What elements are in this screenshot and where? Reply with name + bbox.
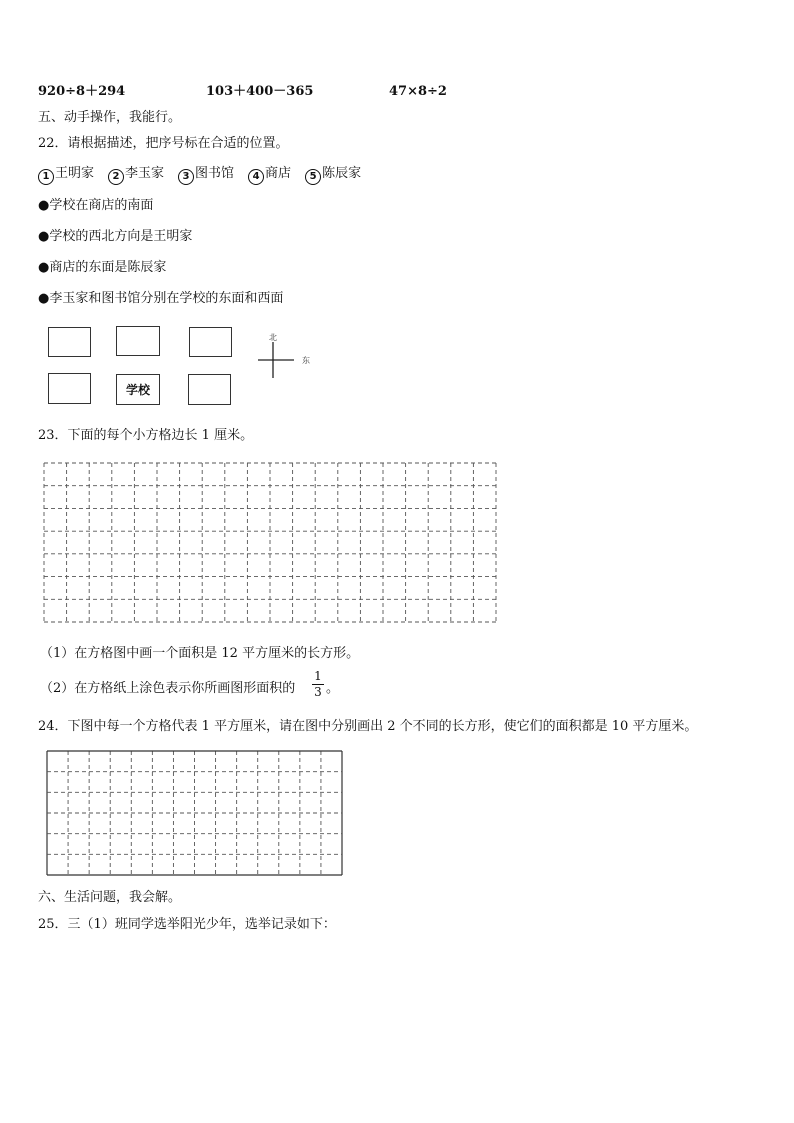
clue-4: ●李玉家和图书馆分别在学校的东面和西面 — [38, 291, 284, 306]
section-heading-6: 六、生活问题，我会解。 — [38, 890, 182, 905]
circled-number-5: 5 — [305, 169, 321, 185]
place-label-5: 陈辰家 — [322, 166, 362, 181]
circled-number-3: 3 — [178, 169, 194, 185]
question-23-part-2-text: （2）在方格纸上涂色表示你所画图形面积的 — [40, 681, 296, 696]
fraction-one-third — [312, 670, 324, 699]
circled-number-1: 1 — [38, 169, 54, 185]
compass-east-label: 东 — [302, 356, 310, 365]
question-23-part-2-end: 。 — [326, 681, 340, 696]
question-23-part-2 — [40, 681, 295, 697]
place-label-2: 李玉家 — [125, 166, 165, 181]
place-item-1 — [38, 166, 94, 181]
map-box-top-center[interactable] — [116, 326, 160, 356]
place-item-2 — [108, 166, 164, 181]
clue-2: ●学校的西北方向是王明家 — [38, 229, 193, 244]
fraction-numerator: 1 — [314, 669, 322, 683]
place-item-3 — [178, 166, 234, 181]
circled-number-2: 2 — [108, 169, 124, 185]
expression-3: 47×8÷2 — [389, 84, 447, 99]
map-box-bottom-left[interactable] — [48, 373, 91, 404]
compass-north-label: 北 — [269, 333, 277, 342]
clue-1: ●学校在商店的南面 — [38, 198, 154, 213]
place-item-4 — [248, 166, 291, 181]
place-label-3: 图书馆 — [195, 166, 235, 181]
question-23-part-1: （1）在方格图中画一个面积是 12 平方厘米的长方形。 — [40, 646, 360, 661]
place-item-5 — [305, 166, 361, 181]
section-heading-5: 五、动手操作，我能行。 — [38, 110, 182, 125]
grid-23[interactable] — [44, 463, 496, 622]
question-25-title: 25．三（1）班同学选举阳光少年，选举记录如下： — [38, 917, 336, 932]
map-box-top-right[interactable] — [189, 327, 232, 357]
expression-1: 920÷8＋294 — [38, 84, 126, 99]
fraction-denominator: 3 — [314, 685, 322, 699]
expression-2: 103＋400－365 — [206, 84, 314, 99]
circled-number-4: 4 — [248, 169, 264, 185]
school-label: 学校 — [125, 383, 150, 397]
place-label-4: 商店 — [265, 166, 292, 181]
place-list — [38, 166, 361, 185]
question-22-title: 22．请根据描述，把序号标在合适的位置。 — [38, 136, 289, 151]
question-24-title: 24．下图中每一个方格代表 1 平方厘米，请在图中分别画出 2 个不同的长方形，使它们的面积都是 10 平方厘米。 — [38, 719, 698, 734]
question-23-title: 23．下面的每个小方格边长 1 厘米。 — [38, 428, 254, 443]
grid-24[interactable] — [47, 751, 342, 875]
school-box — [116, 374, 160, 405]
map-box-bottom-right[interactable] — [188, 374, 231, 405]
map-box-top-left[interactable] — [48, 327, 91, 357]
place-label-1: 王明家 — [55, 166, 95, 181]
clue-3: ●商店的东面是陈辰家 — [38, 260, 167, 275]
